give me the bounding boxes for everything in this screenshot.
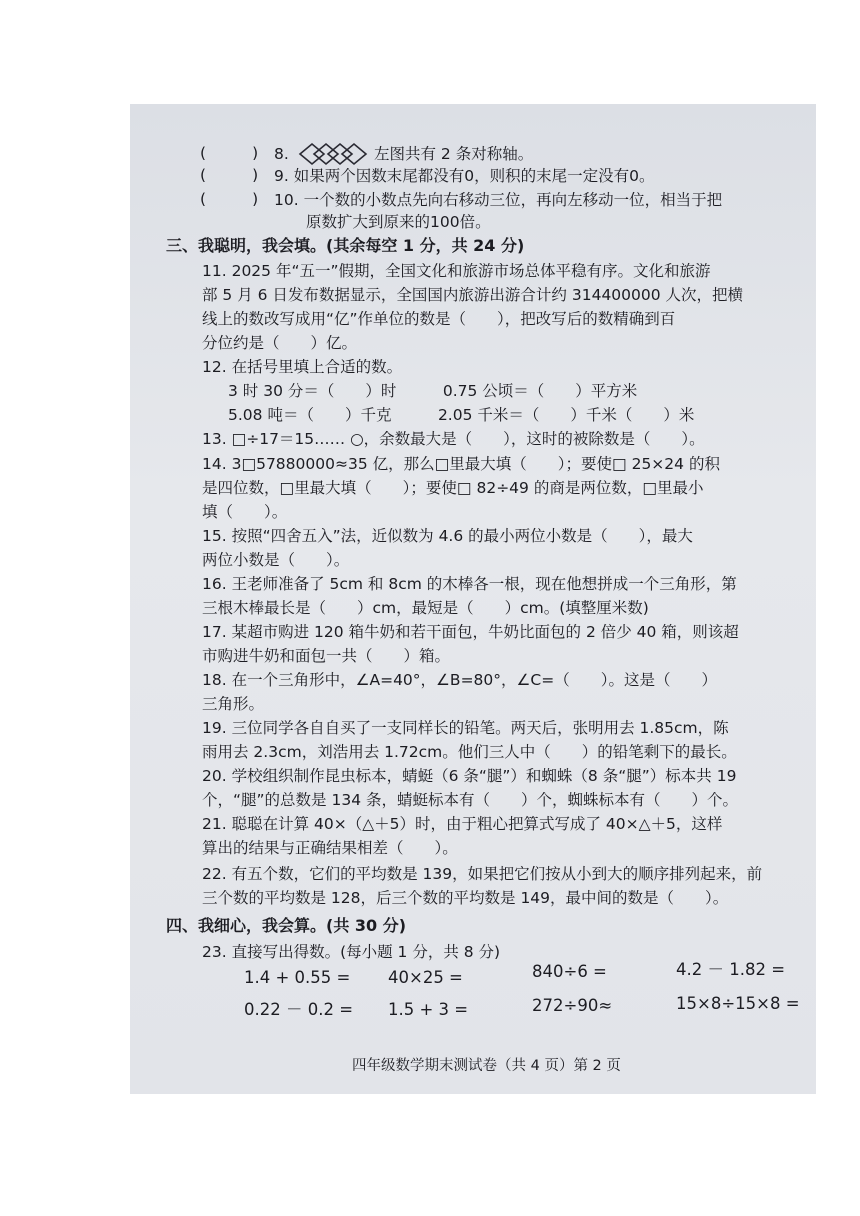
q19-line-2: 雨用去 2.3cm，刘浩用去 1.72cm。他们三人中（ ）的铅笔剩下的最长。 — [202, 743, 737, 761]
q21-line-1: 21. 聪聪在计算 40×（△＋5）时，由于粗心把算式写成了 40×△＋5，这样 — [202, 815, 723, 833]
item-9-text: 9. 如果两个因数末尾都没有0，则积的末尾一定没有0。 — [274, 167, 655, 185]
q13-text: 13. □÷17＝15…… ○，余数最大是（ ），这时的被除数是（ ）。 — [202, 430, 705, 448]
q14-line-1: 14. 3□57880000≈35 亿，那么□里最大填（ ）；要使□ 25×24 的积 — [202, 455, 720, 473]
q18-line-1: 18. 在一个三角形中，∠A=40°，∠B=80°，∠C=（ ）。这是（ ） — [202, 671, 717, 689]
item-8-number: 8. — [274, 145, 289, 163]
calc-item: 0.22 － 0.2 = — [244, 1000, 354, 1019]
q12-row-1: 3 时 30 分＝（ ）时 0.75 公顷＝（ ）平方米 — [228, 382, 638, 400]
q15-line-2: 两位小数是（ ）。 — [202, 551, 350, 569]
item-10-text: 10. 一个数的小数点先向右移动三位，再向左移动一位，相当于把 — [274, 191, 723, 209]
item-8-text: 左图共有 2 条对称轴。 — [374, 145, 534, 163]
q14-line-2: 是四位数，□里最大填（ ）；要使□ 82÷49 的商是两位数，□里最小 — [202, 479, 704, 497]
q11-line-2: 部 5 月 6 日发布数据显示，全国国内旅游出游合计约 314400000 人次，把横 — [202, 286, 744, 304]
calc-item: 4.2 － 1.82 = — [676, 960, 786, 979]
q22-line-1: 22. 有五个数，它们的平均数是 139，如果把它们按从小到大的顺序排列起来，前 — [202, 865, 763, 883]
calc-item: 40×25 = — [388, 968, 463, 987]
q14-line-3: 填（ ）。 — [202, 503, 288, 521]
calc-item: 272÷90≈ — [532, 996, 613, 1015]
answer-paren-8: ( ) — [200, 144, 259, 162]
calc-item: 1.4 + 0.55 = — [244, 968, 351, 987]
q17-line-1: 17. 某超市购进 120 箱牛奶和若干面包，牛奶比面包的 2 倍少 40 箱，则该超 — [202, 623, 739, 641]
diamond-pattern-figure — [298, 142, 370, 166]
page-footer: 四年级数学期末测试卷（共 4 页）第 2 页 — [352, 1058, 621, 1074]
q17-line-2: 市购进牛奶和面包一共（ ）箱。 — [202, 647, 451, 665]
q16-line-2: 三根木棒最长是（ ）cm，最短是（ ）cm。(填整厘米数) — [202, 599, 649, 617]
q11-line-3: 线上的数改写成用“亿”作单位的数是（ ），把改写后的数精确到百 — [202, 310, 676, 328]
q12-text: 12. 在括号里填上合适的数。 — [202, 358, 403, 376]
q20-line-1: 20. 学校组织制作昆虫标本，蜻蜓（6 条“腿”）和蜘蛛（8 条“腿”）标本共 19 — [202, 767, 737, 785]
q18-line-2: 三角形。 — [202, 695, 265, 713]
section-4-heading: 四、我细心，我会算。(共 30 分) — [166, 916, 407, 935]
answer-paren-9: ( ) — [200, 166, 259, 184]
q22-line-2: 三个数的平均数是 128，后三个数的平均数是 149，最中间的数是（ ）。 — [202, 889, 729, 907]
calc-item: 840÷6 = — [532, 962, 607, 981]
q19-line-1: 19. 三位同学各自自买了一支同样长的铅笔。两天后，张明用去 1.85cm，陈 — [202, 719, 729, 737]
q20-line-2: 个，“腿”的总数是 134 条，蜻蜓标本有（ ）个，蜘蛛标本有（ ）个。 — [202, 791, 739, 809]
q11-line-1: 11. 2025 年“五一”假期，全国文化和旅游市场总体平稳有序。文化和旅游 — [202, 262, 711, 280]
item-10-continuation: 原数扩大到原来的100倍。 — [306, 213, 491, 231]
answer-paren-10: ( ) — [200, 190, 259, 208]
exam-page-photo — [130, 104, 816, 1094]
q16-line-1: 16. 王老师准备了 5cm 和 8cm 的木棒各一根，现在他想拼成一个三角形，第 — [202, 575, 737, 593]
q15-line-1: 15. 按照“四舍五入”法，近似数为 4.6 的最小两位小数是（ ），最大 — [202, 527, 693, 545]
q21-line-2: 算出的结果与正确结果相差（ ）。 — [202, 839, 458, 857]
calc-item: 15×8÷15×8 = — [676, 994, 800, 1013]
q23-text: 23. 直接写出得数。(每小题 1 分，共 8 分) — [202, 943, 501, 961]
calc-item: 1.5 + 3 = — [388, 1000, 469, 1019]
section-3-heading: 三、我聪明，我会填。(其余每空 1 分，共 24 分) — [166, 236, 525, 255]
q11-line-4: 分位约是（ ）亿。 — [202, 334, 358, 352]
q12-row-2: 5.08 吨＝（ ）千克 2.05 千米＝（ ）千米（ ）米 — [228, 406, 695, 424]
